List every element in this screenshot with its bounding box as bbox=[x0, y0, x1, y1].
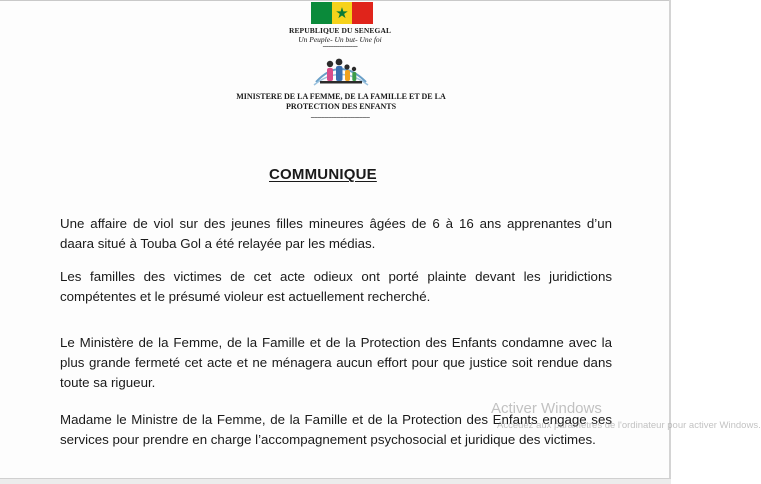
ministry-name-line2: PROTECTION DES ENFANTS bbox=[285, 102, 397, 111]
national-motto: Un Peuple- Un but- Une foi bbox=[298, 35, 382, 44]
page-border-bottom bbox=[0, 478, 671, 484]
ministry-name-line1: MINISTERE DE LA FEMME, DE LA FAMILLE ET DE LA bbox=[236, 92, 446, 101]
senegal-flag bbox=[311, 2, 373, 24]
windows-activation-subtext: Accédez aux paramètres de l'ordinateur pour activer Windows. bbox=[497, 420, 761, 431]
separator-bottom: ---------------------------------- bbox=[310, 113, 370, 121]
separator-top: ------------------- bbox=[322, 42, 358, 50]
windows-activation-watermark: Activer Windows bbox=[491, 400, 602, 417]
page-border-right bbox=[669, 0, 671, 484]
paragraph-2: Les familles des victimes de cet acte odieux ont porté plainte devant les juridictions compétentes et le présumé violeur est actuellement recherché. bbox=[60, 269, 612, 304]
paragraph-3: Le Ministère de la Femme, de la Famille et de la Protection des Enfants condamne avec la plus grande fermeté cet acte et ne ménagera aucun effort pour que justice soit rendue dans toute sa rigueur. bbox=[60, 335, 612, 390]
paragraph-1: Une affaire de viol sur des jeunes filles mineures âgées de 6 à 16 ans apprenantes d’un daara situé à Touba Gol a été relayée par les médias. bbox=[60, 216, 612, 251]
page-title: COMMUNIQUE bbox=[269, 166, 377, 183]
republic-name: REPUBLIQUE DU SENEGAL bbox=[288, 26, 392, 35]
page-border-top bbox=[0, 0, 671, 1]
ministry-name bbox=[200, 92, 482, 112]
flag-star-icon: ★ bbox=[335, 4, 349, 22]
paragraph-4: Madame le Ministre de la Femme, de la Famille et de la Protection des Enfants engage ses services pour prendre en charge l’accompagnement psychosocial et juridique des victimes. bbox=[60, 412, 612, 447]
family-logo-icon bbox=[310, 52, 370, 88]
